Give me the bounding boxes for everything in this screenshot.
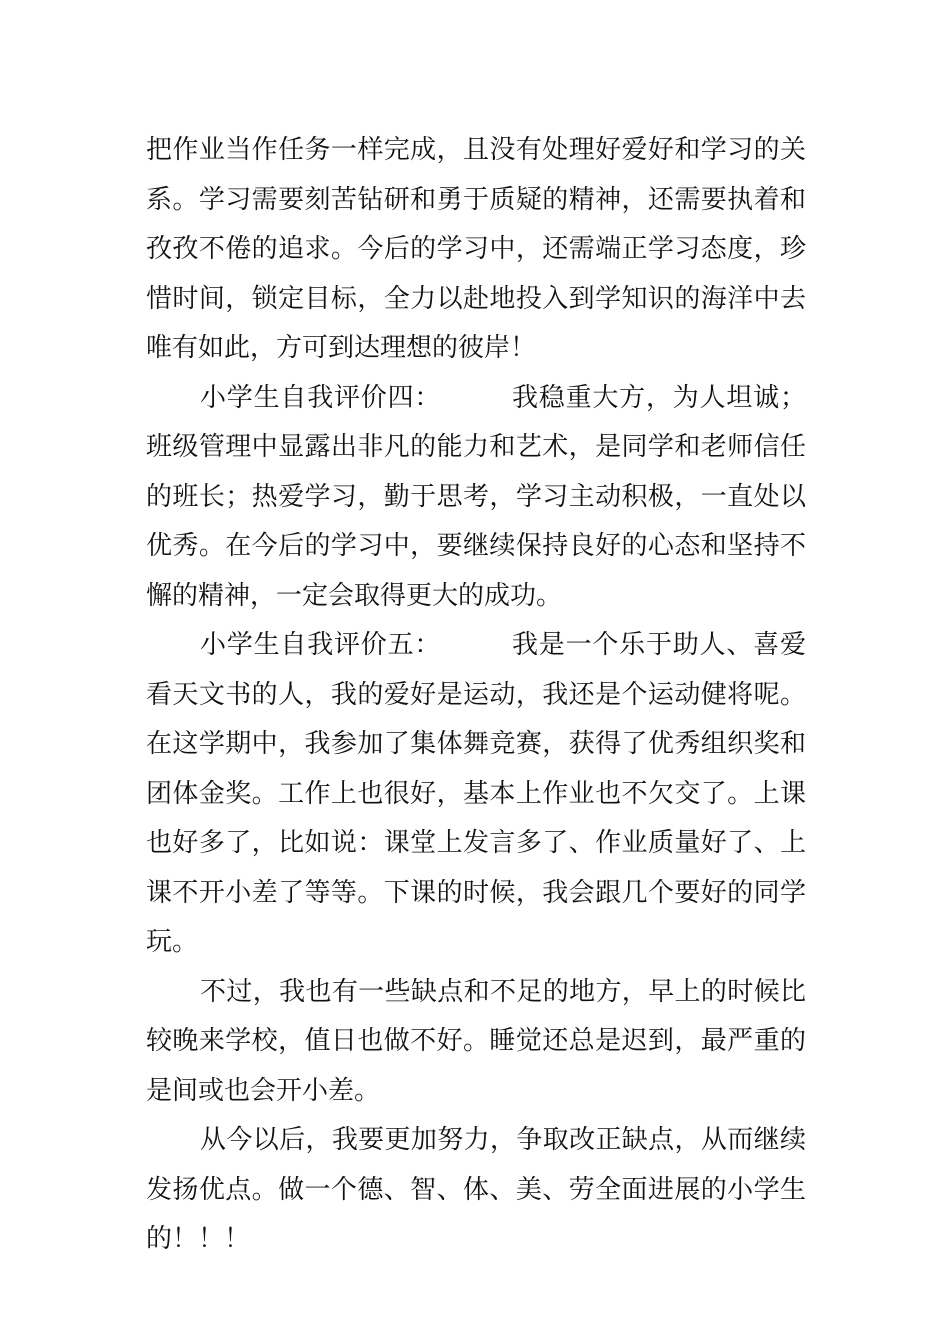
paragraph-text: 我稳重大方，为人坦诚；班级管理中显露出非凡的能力和艺术，是同学和老师信任的班长；热爱学习，勤于思考，学习主动积极，一直处以优秀。在今后的学习中，要继续保持良好的心态和坚持不懈的精神，一定会取得更大的成功。 [146,382,806,611]
section-heading: 小学生自我评价四： [200,382,442,413]
paragraph-resolution [146,1116,806,1265]
document-body [146,126,806,1265]
paragraph-continuation [146,126,806,374]
section-heading: 小学生自我评价五： [200,630,442,660]
paragraph-self-evaluation-four [146,374,806,622]
paragraph-text: 不过，我也有一些缺点和不足的地方，早上的时候比较晚来学校，值日也做不好。睡觉还总是迟到，最严重的是间或也会开小差。 [146,976,806,1106]
paragraph-text: 从今以后，我要更加努力，争取改正缺点，从而继续发扬优点。做一个德、智、体、美、劳全面进展的小学生的！！！ [146,1125,806,1254]
paragraph-self-evaluation-five [146,621,806,968]
paragraph-text: 我是一个乐于助人、喜爱看天文书的人，我的爱好是运动，我还是个运动健将呢。在这学期中，我参加了集体舞竞赛，获得了优秀组织奖和团体金奖。工作上也很好，基本上作业也不欠交了。上课也好多了，比如说：课堂上发言多了、作业质量好了、上课不开小差了等等。下课的时候，我会跟几个要好的同学玩。 [146,630,806,957]
paragraph-text: 把作业当作任务一样完成，且没有处理好爱好和学习的关系。学习需要刻苦钻研和勇于质疑的精神，还需要执着和孜孜不倦的追求。今后的学习中，还需端正学习态度，珍惜时间，锁定目标，全力以赴地投入到学知识的海洋中去唯有如此，方可到达理想的彼岸！ [146,135,806,363]
paragraph-shortcomings [146,968,806,1117]
